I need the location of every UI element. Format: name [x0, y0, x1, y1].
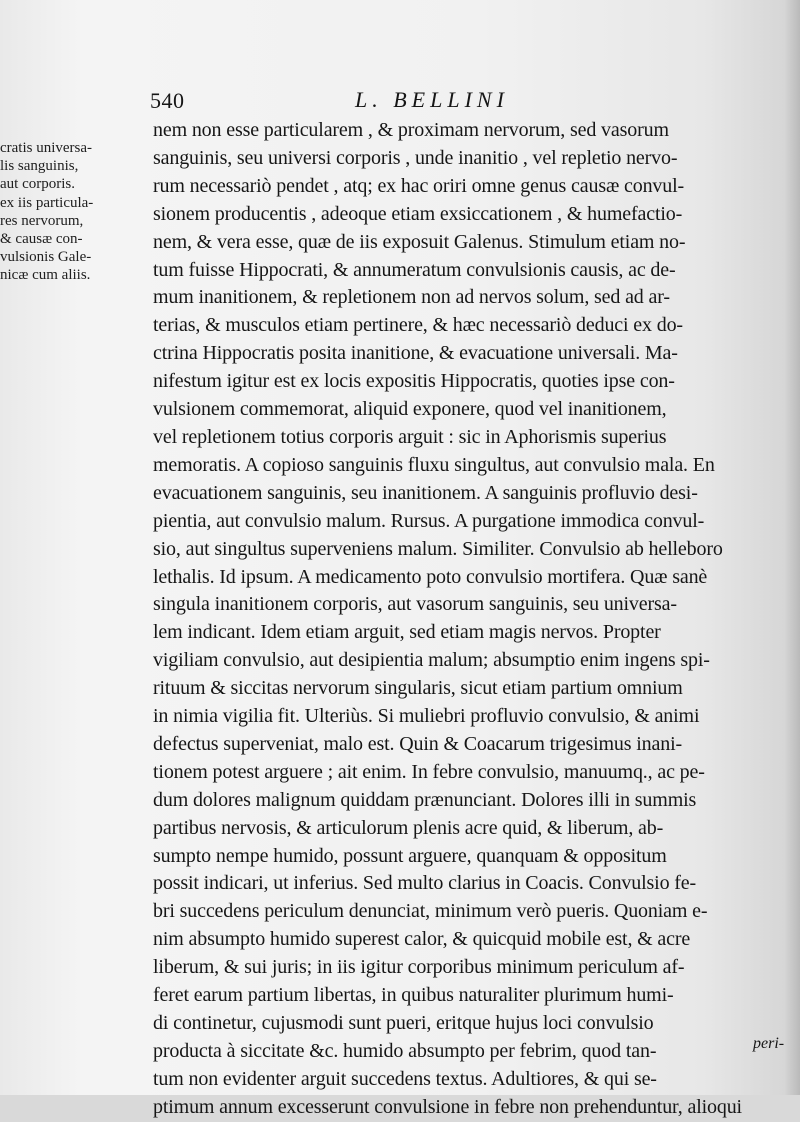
text-line: partibus nervosis, & articulorum plenis acre quid, & liberum, ab- [153, 816, 664, 839]
text-line: di continetur, cujusmodi sunt pueri, eritque hujus loci convulsio [153, 1012, 654, 1034]
catchword: peri- [753, 1035, 785, 1052]
text-line: feret earum partium libertas, in quibus naturaliter plurimum humi- [153, 984, 674, 1007]
text-line: ptimum annum excesserunt convulsione in febre non prehenduntur, alioqui [153, 1095, 742, 1118]
text-line: possit indicari, ut inferius. Sed multo clarius in Coacis. Convulsio fe- [153, 872, 697, 895]
text-line: rum necessariò pendet , atq; ex hac oriri omne genus causæ convul- [153, 174, 685, 197]
margin-note-line: vulsionis Gale- [0, 249, 92, 266]
text-line: in nimia vigilia fit. Ulteriùs. Si muliebri profluvio convulsio, & animi [153, 705, 700, 728]
margin-note-line: lis sanguinis, [0, 158, 79, 175]
text-line: pientia, aut convulsio malum. Rursus. A purgatione immodica convul- [153, 509, 705, 532]
text-line: lem indicant. Idem etiam arguit, sed etiam magis nervos. Propter [153, 621, 661, 644]
text-line: vigiliam convulsio, aut desipientia malum; absumptio enim ingens spi- [153, 649, 710, 672]
page-number: 540 [150, 88, 185, 113]
text-line: vel repletionem totius corporis arguit : sic in Aphorismis superius [153, 425, 667, 448]
margin-note-line: nicæ cum aliis. [0, 267, 91, 284]
body-text [153, 117, 800, 1122]
text-line: dum dolores malignum quiddam prænunciant. Dolores illi in summis [153, 788, 697, 811]
text-line: nem non esse particularem , & proximam nervorum, sed vasorum [153, 119, 669, 141]
text-line: bri succedens periculum denunciat, minimum verò pueris. Quoniam e- [153, 900, 708, 923]
text-line: nifestum igitur est ex locis expositis Hippocratis, quoties ipse con- [153, 370, 675, 393]
text-line: terias, & musculos etiam pertinere, & hæc necessariò deduci ex do- [153, 314, 683, 337]
text-line: tum fuisse Hippocrati, & annumeratum convulsionis causis, ac de- [153, 258, 676, 281]
margin-note-line: cratis universa- [0, 140, 93, 156]
text-line: nim absumpto humido superest calor, & quicquid mobile est, & acre [153, 928, 691, 951]
text-line: sumpto nempe humido, possunt arguere, quanquam & oppositum [153, 844, 667, 867]
text-line: evacuationem sanguinis, seu inanitionem. A sanguinis profluvio desi- [153, 481, 698, 504]
margin-note [0, 139, 156, 285]
text-line: defectus superveniat, malo est. Quin & Coacarum trigesimus inani- [153, 732, 683, 755]
text-line: vulsionem commemorat, aliquid exponere, quod vel inanitionem, [153, 398, 667, 421]
text-line: tionem potest arguere ; ait enim. In febre convulsio, manuumq., ac pe- [153, 760, 705, 783]
running-head: L. BELLINI [355, 87, 509, 112]
margin-note-line: res nervorum, [0, 212, 84, 229]
text-line: producta à siccitate &c. humido absumpto per febrim, quod tan- [153, 1039, 657, 1062]
text-line: nem, & vera esse, quæ de iis exposuit Galenus. Stimulum etiam no- [153, 230, 686, 253]
text-line: ctrina Hippocratis posita inanitione, & evacuatione universali. Ma- [153, 342, 678, 365]
text-line: mum inanitionem, & repletionem non ad nervos solum, sed ad ar- [153, 286, 670, 309]
text-line: rituum & siccitas nervorum singularis, sicut etiam partium omnium [153, 677, 683, 700]
text-line: tum non evidenter arguit succedens textus. Adultiores, & qui se- [153, 1067, 657, 1090]
text-line: lethalis. Id ipsum. A medicamento poto convulsio mortifera. Quæ sanè [153, 565, 708, 588]
text-line: sionem producentis , adeoque etiam exsiccationem , & humefactio- [153, 202, 683, 225]
margin-note-line: aut corporis. [0, 176, 75, 193]
text-line: sanguinis, seu universi corporis , unde inanitio , vel repletio nervo- [153, 146, 678, 169]
margin-note-line: & causæ con- [0, 231, 83, 248]
text-line: sio, aut singultus superveniens malum. Similiter. Convulsio ab helleboro [153, 537, 723, 560]
margin-note-line: ex iis particula- [0, 194, 94, 211]
text-line: singula inanitionem corporis, aut vasorum sanguinis, seu universa- [153, 593, 677, 616]
text-line: liberum, & sui juris; in iis igitur corporibus minimum periculum af- [153, 956, 685, 979]
text-line: memoratis. A copioso sanguinis fluxu singultus, aut convulsio mala. En [153, 453, 715, 476]
